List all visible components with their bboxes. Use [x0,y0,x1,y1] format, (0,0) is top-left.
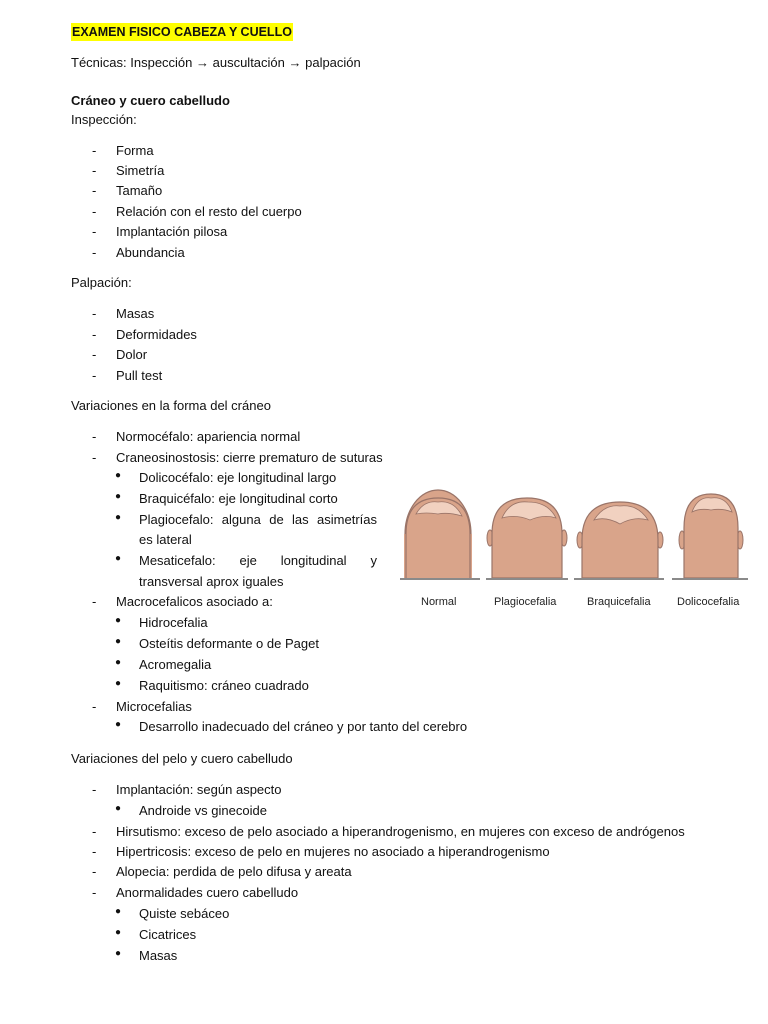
sub-list-item [0,636,768,652]
list-item [0,347,768,363]
inspeccion-label: Inspección: [71,112,137,127]
list-bullet: ● [115,615,122,626]
list-item-text: Mesaticefalo: eje longitudinal y [139,553,377,568]
list-bullet: ● [115,927,122,938]
list-item-text: Androide vs ginecoide [139,803,267,818]
list-dash: - [92,844,97,859]
list-item [0,143,768,159]
figure-label-dolicocefalia: Dolicocefalia [677,596,740,608]
skull-shapes-figure [398,484,750,612]
list-item-text: Masas [139,948,178,963]
variaciones-forma-label: Variaciones en la forma del cráneo [71,398,271,413]
list-bullet: ● [115,470,122,481]
list-item [0,245,768,261]
list-item [0,224,768,240]
list-item-text: Simetría [116,163,165,178]
sub-list-item [0,906,768,922]
list-item-text: Microcefalias [116,699,192,714]
list-dash: - [92,885,97,900]
list-item-text: Quiste sebáceo [139,906,230,921]
list-dash: - [92,143,97,158]
list-dash: - [92,245,97,260]
list-item-text: Hipertricosis: exceso de pelo en mujeres no asociado a hiperandrogenismo [116,844,550,859]
list-item-text: Deformidades [116,327,197,342]
list-item-text: es lateral [139,532,192,547]
list-bullet: ● [115,906,122,917]
list-item [0,450,768,466]
list-dash: - [92,450,97,465]
list-item [0,306,768,322]
list-dash: - [92,699,97,714]
list-item-text: Tamaño [116,183,163,198]
figure-label-braquicefalia: Braquicefalia [587,596,651,608]
list-item-text: Dolor [116,347,148,362]
list-dash: - [92,224,97,239]
section-heading-craneo: Cráneo y cuero cabelludo [71,93,230,108]
list-item-text: Hidrocefalia [139,615,208,630]
list-bullet: ● [115,803,122,814]
list-dash: - [92,368,97,383]
list-item-text: Implantación: según aspecto [116,782,282,797]
list-item-text: Alopecia: perdida de pelo difusa y areata [116,864,352,879]
list-bullet: ● [115,553,122,564]
list-dash: - [92,824,97,839]
list-item-text: Pull test [116,368,163,383]
list-item-text: Masas [116,306,155,321]
list-dash: - [92,782,97,797]
list-item-text: Braquicéfalo: eje longitudinal corto [139,491,338,506]
variaciones-pelo-label: Variaciones del pelo y cuero cabelludo [71,751,293,766]
sub-list-item [0,657,768,673]
list-item-text: Craneosinostosis: cierre prematuro de suturas [116,450,383,465]
list-item-text: Desarrollo inadecuado del cráneo y por tanto del cerebro [139,719,468,734]
sub-list-item [0,927,768,943]
sub-list-item [0,615,768,631]
list-item [0,163,768,179]
list-item [0,699,768,715]
list-item [0,204,768,220]
list-dash: - [92,183,97,198]
list-item [0,885,768,901]
list-item-text: transversal aprox iguales [139,574,284,589]
document-title: EXAMEN FISICO CABEZA Y CUELLO [72,25,292,39]
sub-list-item [0,719,768,735]
list-item-text: Implantación pilosa [116,224,228,239]
list-item-text: Forma [116,143,154,158]
list-dash: - [92,306,97,321]
list-bullet: ● [115,678,122,689]
list-item-text: Plagiocefalo: alguna de las asimetrías [139,512,377,527]
list-dash: - [92,864,97,879]
list-bullet: ● [115,491,122,502]
sub-list-item [0,948,768,964]
list-bullet: ● [115,657,122,668]
list-item-text: Raquitismo: cráneo cuadrado [139,678,309,693]
head-dolicocefalia-illustration [679,494,743,578]
head-braquicefalia-illustration [577,502,663,578]
list-item [0,782,768,798]
techniques-line: Técnicas: Inspección → auscultación → palpación [71,55,361,70]
list-item-text: Anormalidades cuero cabelludo [116,885,299,900]
list-item-text: Macrocefalicos asociado a: [116,594,273,609]
list-item [0,864,768,880]
list-item [0,368,768,384]
list-item-text: Normocéfalo: apariencia normal [116,429,301,444]
head-plagiocefalia-illustration [487,498,567,578]
figure-label-plagiocefalia: Plagiocefalia [494,596,557,608]
head-normal-illustration [404,490,472,578]
palpacion-label: Palpación: [71,275,132,290]
list-item-text: Hirsutismo: exceso de pelo asociado a hiperandrogenismo, en mujeres con exceso de andrógenos [116,824,685,839]
list-item-text: Osteítis deformante o de Paget [139,636,319,651]
list-bullet: ● [115,719,122,730]
list-bullet: ● [115,948,122,959]
list-bullet: ● [115,636,122,647]
list-dash: - [92,594,97,609]
list-item-text: Cicatrices [139,927,197,942]
list-dash: - [92,347,97,362]
list-dash: - [92,163,97,178]
list-item [0,183,768,199]
list-item-text: Relación con el resto del cuerpo [116,204,302,219]
list-dash: - [92,204,97,219]
list-item [0,844,768,860]
list-dash: - [92,429,97,444]
list-bullet: ● [115,512,122,523]
list-item [0,429,768,445]
list-item-text: Abundancia [116,245,185,260]
list-item [0,824,768,840]
list-item [0,327,768,343]
list-item-text: Acromegalia [139,657,212,672]
list-dash: - [92,327,97,342]
sub-list-item [0,678,768,694]
figure-label-normal: Normal [421,596,457,608]
list-item-text: Dolicocéfalo: eje longitudinal largo [139,470,337,485]
sub-list-item [0,803,768,819]
